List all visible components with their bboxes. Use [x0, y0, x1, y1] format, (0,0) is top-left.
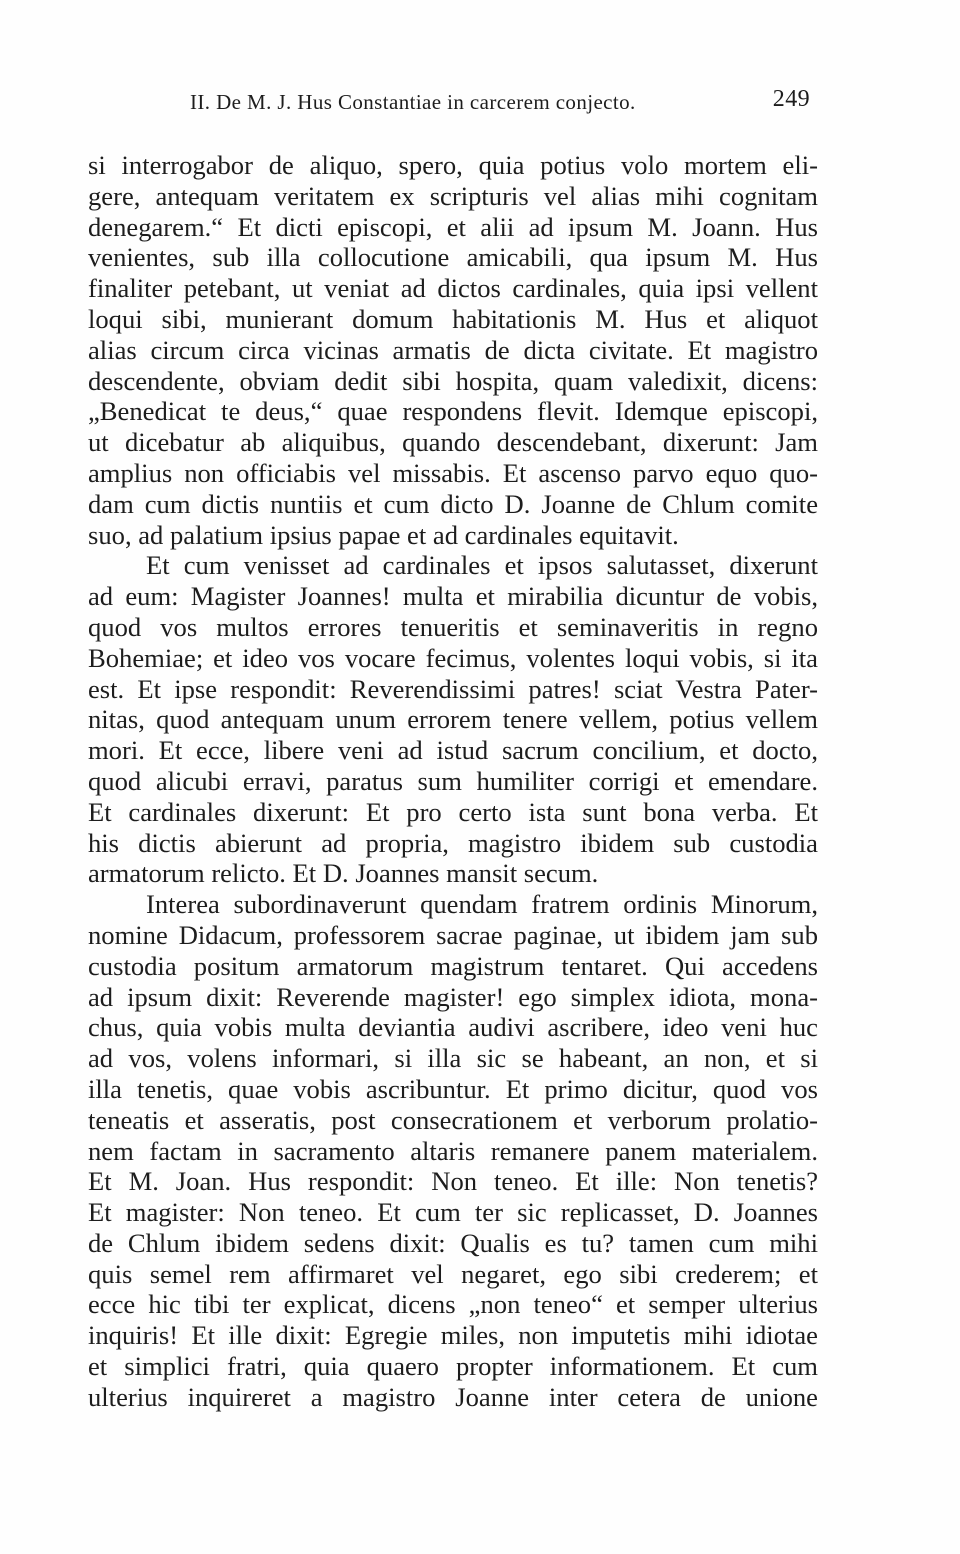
running-head-title: II. De M. J. Hus Constantiae in carcerem conjecto.: [190, 90, 636, 114]
text-line: ad ipsum dixit: Reverende magister! ego simplex idiota, mona-: [88, 981, 818, 1012]
text-line: ulterius inquireret a magistro Joanne inter cetera de unione: [88, 1381, 818, 1412]
text-line: nem factam in sacramento altaris remanere panem materialem.: [88, 1135, 818, 1166]
text-line: teneatis et asseratis, post consecrationem et verborum prolatio-: [88, 1104, 818, 1135]
text-line: denegarem.“ Et dicti episcopi, et alii ad ipsum M. Joann. Hus: [88, 211, 818, 242]
text-line: nitas, quod antequam unum errorem tenere vellem, potius vellem: [88, 704, 818, 735]
text-line: ad vos, volens informari, si illa sic se habeant, an non, et si: [88, 1043, 818, 1074]
text-line: gere, antequam veritatem ex scripturis vel alias mihi cognitam: [88, 180, 818, 211]
text-line: Bohemiae; et ideo vos vocare fecimus, volentes loqui vobis, si ita: [88, 642, 818, 673]
text-line: ecce hic tibi ter explicat, dicens „non teneo“ et semper ulterius: [88, 1289, 818, 1320]
text-line: „Benedicat te deus,“ quae respondens flevit. Idemque episcopi,: [88, 396, 818, 427]
text-line: Et magister: Non teneo. Et cum ter sic replicasset, D. Joannes: [88, 1197, 818, 1228]
text-line: illa tenetis, quae vobis ascribuntur. Et primo dicitur, quod vos: [88, 1073, 818, 1104]
text-line: his dictis abierunt ad propria, magistro ibidem sub custodia: [88, 827, 818, 858]
page-number: 249: [772, 86, 810, 112]
running-head: [190, 86, 810, 120]
text-line: quod alicubi erravi, paratus sum humiliter corrigi et emendare.: [88, 765, 818, 796]
text-line: mori. Et ecce, libere veni ad istud sacrum concilium, et docto,: [88, 735, 818, 766]
text-line: chus, quia vobis multa deviantia audivi ascribere, ideo veni huc: [88, 1012, 818, 1043]
text-line: de Chlum ibidem sedens dixit: Qualis es tu? tamen cum mihi: [88, 1227, 818, 1258]
text-line: armatorum relicto. Et D. Joannes mansit secum.: [88, 858, 599, 889]
text-line: si interrogabor de aliquo, spero, quia potius volo mortem eli-: [88, 150, 818, 180]
text-line: dam cum dictis nuntiis et cum dicto D. Joanne de Chlum comite: [88, 488, 818, 519]
text-line: est. Et ipse respondit: Reverendissimi patres! sciat Vestra Pater-: [88, 673, 818, 704]
text-line: Et M. Joan. Hus respondit: Non teneo. Et ille: Non tenetis?: [88, 1166, 818, 1197]
text-line: finaliter petebant, ut veniat ad dictos cardinales, quia ipsi vellent: [88, 273, 818, 304]
text-line: venientes, sub illa collocutione amicabili, qua ipsum M. Hus: [88, 242, 818, 273]
text-line: quod vos multos errores tenueritis et seminaveritis in regno: [88, 611, 818, 642]
text-line: descendente, obviam dedit sibi hospita, quam valedixit, dicens:: [88, 365, 818, 396]
text-line: Et cardinales dixerunt: Et pro certo ista sunt bona verba. Et: [88, 796, 818, 827]
text-line: et simplici fratri, quia quaero propter informationem. Et cum: [88, 1351, 818, 1382]
text-line: ut dicebatur ab aliquibus, quando descendebant, dixerunt: Jam: [88, 427, 818, 458]
paragraph-first-line: Interea subordinaverunt quendam fratrem ordinis Minorum,: [146, 889, 818, 920]
text-line: suo, ad palatium ipsius papae et ad cardinales equitavit.: [88, 519, 679, 550]
paragraph-first-line: Et cum venisset ad cardinales et ipsos salutasset, dixerunt: [146, 550, 818, 581]
text-line: amplius non officiabis vel missabis. Et ascenso parvo equo quo-: [88, 457, 818, 488]
text-line: custodia positum armatorum magistrum tentaret. Qui accedens: [88, 950, 818, 981]
text-line: loqui sibi, munierant domum habitationis M. Hus et aliquot: [88, 303, 818, 334]
text-line: nomine Didacum, professorem sacrae paginae, ut ibidem jam sub: [88, 919, 818, 950]
text-line: ad eum: Magister Joannes! multa et mirabilia dicuntur de vobis,: [88, 581, 818, 612]
body-text: [88, 150, 818, 1413]
text-line: inquiris! Et ille dixit: Egregie miles, non imputetis mihi idiotae: [88, 1320, 818, 1351]
text-line: alias circum circa vicinas armatis de dicta civitate. Et magistro: [88, 334, 818, 365]
text-line: quis semel rem affirmaret vel negaret, ego sibi crederem; et: [88, 1258, 818, 1289]
